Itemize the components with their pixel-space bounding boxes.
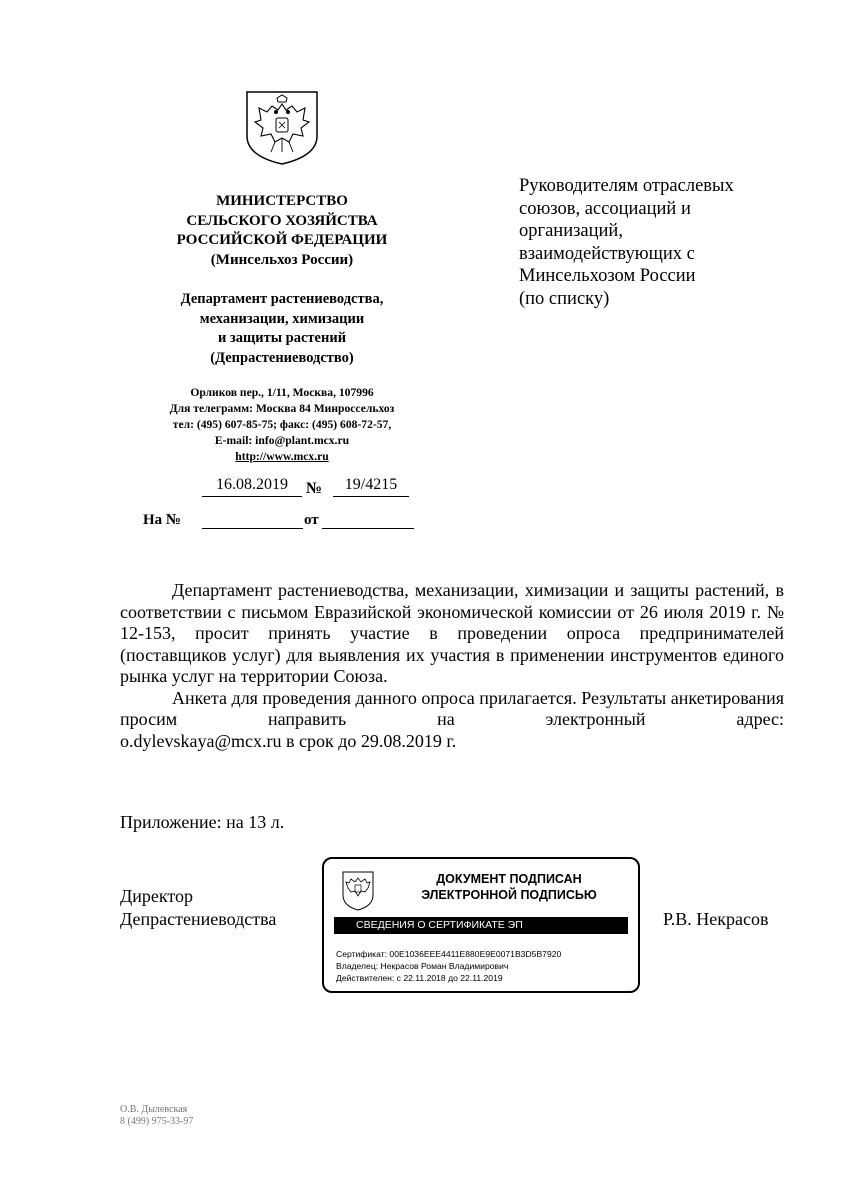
coat-of-arms-emblem xyxy=(245,90,319,166)
signatory-position: Директор Депрастениеводства xyxy=(120,886,277,929)
certificate-owner: Владелец: Некрасов Роман Владимирович xyxy=(336,961,509,971)
registration-date: 16.08.2019 xyxy=(202,476,302,497)
registration-number-sign: № xyxy=(306,480,323,497)
reference-from-label: от xyxy=(304,512,319,528)
executor-phone: 8 (499) 975-33-97 xyxy=(120,1116,194,1127)
telegram-line: Для телеграмм: Москва 84 Минроссельхоз xyxy=(169,402,395,415)
certificate-details xyxy=(336,948,561,984)
electronic-signature-stamp xyxy=(322,857,640,993)
address-line: Орликов пер., 1/11, Москва, 107996 xyxy=(190,386,374,399)
certificate-validity: Действителен: с 22.11.2018 до 22.11.2019 xyxy=(336,973,503,983)
letter-body xyxy=(120,580,784,752)
reference-label: На № xyxy=(143,512,181,528)
coat-of-arms-icon xyxy=(342,871,374,911)
email-line: E-mail: info@plant.mcx.ru xyxy=(214,434,350,447)
website-link[interactable]: http://www.mcx.ru xyxy=(235,450,329,463)
certificate-info-bar: СВЕДЕНИЯ О СЕРТИФИКАТЕ ЭП xyxy=(334,917,628,934)
department-heading: Департамент растениеводства, механизации, химизации и защиты растений (Депрастениеводство) xyxy=(180,291,384,366)
ministry-heading: МИНИСТЕРСТВО СЕЛЬСКОГО ХОЗЯЙСТВА РОССИЙСКОЙ ФЕДЕРАЦИИ (Минсельхоз России) xyxy=(176,193,388,268)
body-paragraph-2-tail: o.dylevskaya@mcx.ru в срок до 29.08.2019 г. xyxy=(120,730,457,751)
registration-number: 19/4215 xyxy=(333,476,409,497)
body-paragraph-1: Департамент растениеводства, механизации, химизации и защиты растений, в соответствии с письмом Евразийской экономической комиссии от 26 июля 2019 г. № 12-153, просит принять участие в проведении опроса предпринимателей (поставщиков услуг) для выявления их участия в применении инструментов единого рынка услуг на территории Союза. xyxy=(120,580,784,686)
certificate-serial: Сертификат: 00E1036EEE4411E880E9E0071B3D5B7920 xyxy=(336,949,562,959)
contact-details xyxy=(130,385,434,465)
reference-date-blank xyxy=(322,510,414,529)
executor-name: О.В. Дылевская xyxy=(120,1104,188,1115)
phone-fax-line: тел: (495) 607-85-75; факс: (495) 608-72-57, xyxy=(172,418,392,431)
addressee-block: Руководителям отраслевых союзов, ассоциаций и организаций, взаимодействующих с Минсельхозом России (по списку) xyxy=(519,176,734,309)
signatory-name: Р.В. Некрасов xyxy=(663,909,769,929)
stamp-title: ДОКУМЕНТ ПОДПИСАН ЭЛЕКТРОННОЙ ПОДПИСЬЮ xyxy=(421,872,597,902)
attachment-note: Приложение: на 13 л. xyxy=(120,812,285,832)
body-paragraph-2: Анкета для проведения данного опроса прилагается. Результаты анкетирования просим направить на электронный адрес: xyxy=(120,687,784,729)
reference-number-blank xyxy=(202,510,303,529)
executor-info xyxy=(120,1104,193,1128)
